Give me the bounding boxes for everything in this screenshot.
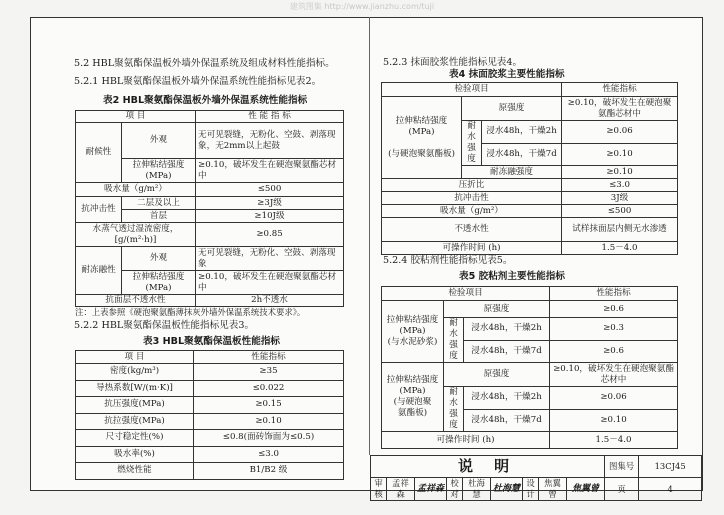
review-signature: 孟祥森 (415, 478, 447, 501)
section-5-2-1: 5.2.1 HBL聚氨酯保温板外墙外保温系统性能指标见表2。 (74, 76, 322, 87)
t2-imperm: 抗面层不透水性 (76, 295, 196, 307)
t5-orig: 原强度 (444, 301, 550, 318)
table2-note: 注：上表参照《硬泡聚氨酯薄抹灰外墙外保温系统技术要求》。 (75, 307, 306, 317)
t5-w7b-value: ≥0.10 (550, 409, 678, 432)
t2-imperm-value: 2h不透水 (196, 295, 344, 307)
t3-row (76, 380, 344, 397)
t3-value: ≤0.8(面砖饰面为≤0.5) (194, 430, 344, 447)
t5-opt-value: 1.5－4.0 (550, 432, 678, 449)
t5-ta-unit: (MPa) (399, 326, 426, 336)
t5-orig2: 原强度 (444, 363, 550, 387)
t5-header-item: 检验项目 (382, 287, 550, 301)
check-name: 杜海慧 (463, 478, 491, 501)
review-name: 孟祥森 (387, 478, 415, 501)
t2-fz-look: 外观 (122, 247, 196, 271)
design-signature: 焦翼曾 (567, 478, 605, 501)
t3-header-perf: 性能指标 (194, 351, 344, 364)
table3-title: 表3 HBL聚氨酯保温板性能指标 (143, 336, 281, 347)
t4-water: 吸水量（g/m²） (382, 205, 562, 218)
t4-impact-value: 3J级 (562, 192, 678, 205)
t3-value: ≥0.15 (194, 397, 344, 414)
center-divider (369, 17, 370, 455)
t5-w2: 浸水48h，干燥2h (464, 318, 550, 341)
t4-freeze: 耐冻融强度 (462, 166, 562, 179)
t3-row (76, 413, 344, 430)
t3-header-item: 项 目 (76, 351, 194, 364)
t4-perm-value: 试样抹面层内侧无水渗透 (562, 218, 678, 242)
atlas-label: 图集号 (605, 456, 639, 478)
t2-fz-tensile-value: ≥0.10，破坏发生在硬泡聚氨酯芯材中 (196, 271, 344, 295)
t3-row (76, 463, 344, 480)
t5-tb-sub1: (与硬泡聚 (393, 397, 432, 407)
t2-header-perf: 性 能 指 标 (196, 111, 344, 123)
t2-fz-tensile: 拉伸粘结强度(MPa) (122, 271, 196, 295)
t2-water: 吸水量（g/m²） (76, 183, 196, 197)
t3-row (76, 430, 344, 447)
t3-row (76, 446, 344, 463)
atlas-number: 13CJ45 (639, 456, 702, 478)
t4-orig-value: ≥0.10，破坏发生在硬泡聚氨酯芯材中 (562, 97, 678, 121)
t2-vapor: 水蒸气透过湿流密度，[g/(m²·h)] (76, 223, 196, 247)
page-label: 页 (605, 478, 639, 501)
table2-title: 表2 HBL聚氨酯保温板外墙外保温系统性能指标 (103, 95, 308, 106)
title-block (370, 455, 701, 499)
t4-tensile (382, 97, 462, 179)
section-5-2-3: 5.2.3 抹面胶浆性能指标见表4。 (383, 57, 523, 68)
t4-opt-value: 1.5－4.0 (562, 242, 678, 255)
table4-title: 表4 抹面胶浆主要性能指标 (449, 69, 565, 80)
t5-w7: 浸水48h，干燥7d (464, 340, 550, 363)
table5 (381, 286, 678, 449)
table5-title: 表5 胶粘剂主要性能指标 (459, 271, 565, 282)
t4-impact: 抗冲击性 (382, 192, 562, 205)
t2-impact: 抗冲击性 (76, 197, 122, 223)
t5-tb-sub2: 氨酯板) (397, 408, 428, 418)
t4-w2-value: ≥0.06 (562, 121, 678, 144)
t4-freeze-value: ≥0.10 (562, 166, 678, 179)
t2-floor2: 二层及以上 (122, 197, 196, 210)
t4-water-value: ≤500 (562, 205, 678, 218)
t5-orig-value: ≥0.6 (550, 301, 678, 318)
t4-water-resist: 耐水强度 (462, 121, 482, 166)
t5-water-resist: 耐水强度 (444, 318, 464, 363)
section-5-2-2: 5.2.2 HBL聚氨酯保温板性能指标见表3。 (74, 320, 255, 331)
t4-tensile-label: 拉伸粘结强度(MPa) (395, 115, 448, 137)
t3-value: B1/B2 级 (194, 463, 344, 480)
t4-w2: 浸水48h，干燥2h (482, 121, 562, 144)
t5-w7b: 浸水48h，干燥7d (464, 409, 550, 432)
table3 (75, 350, 344, 480)
watermark: 建筑图集 http://www.jianzhu.com/tuji (289, 2, 435, 11)
t5-w2-value: ≥0.3 (550, 318, 678, 341)
t4-w7: 浸水48h，干燥7d (482, 143, 562, 166)
t5-ta-label: 拉伸粘结强度 (386, 315, 439, 325)
t4-orig: 原强度 (462, 97, 562, 121)
t3-item: 尺寸稳定性(%) (76, 430, 194, 447)
t2-floor1: 首层 (122, 210, 196, 223)
t5-header-perf: 性能指标 (550, 287, 678, 301)
t5-opt: 可操作时间 (h) (382, 432, 550, 449)
t4-comp-value: ≤3.0 (562, 179, 678, 192)
page-number: 4 (639, 478, 702, 501)
t3-value: ≥35 (194, 364, 344, 381)
t2-tensile: 拉伸粘结强度(MPa) (122, 159, 196, 183)
t4-header-item: 检验项目 (382, 83, 562, 97)
t2-floor1-value: ≥10J级 (196, 210, 344, 223)
t2-vapor-value: ≥0.85 (196, 223, 344, 247)
t3-value: ≤3.0 (194, 446, 344, 463)
t2-weather: 耐候性 (76, 123, 122, 183)
check-signature: 杜海慧 (491, 478, 523, 501)
t5-w7-value: ≥0.6 (550, 340, 678, 363)
t4-tensile-sub: (与硬泡聚氨酯板) (388, 148, 455, 159)
t3-item: 导热系数[W/(m·K)] (76, 380, 194, 397)
t3-item: 密度(kg/m³) (76, 364, 194, 381)
drawing-title: 说 明 (371, 456, 605, 478)
table4 (381, 82, 678, 255)
t4-header-perf: 性能指标 (562, 83, 678, 97)
table2 (75, 110, 344, 307)
t5-tb-unit: (MPa) (399, 386, 426, 396)
t2-look-value: 无可见裂缝，无粉化、空鼓、剥落现象，无2mm以上起鼓 (196, 123, 344, 159)
review-label: 审核 (371, 478, 387, 501)
t2-water-value: ≤500 (196, 183, 344, 197)
t4-perm: 不透水性 (382, 218, 562, 242)
t5-w2b: 浸水48h，干燥2h (464, 387, 550, 410)
section-5-2-4: 5.2.4 胶粘剂性能指标见表5。 (383, 255, 513, 266)
t5-w2b-value: ≥0.06 (550, 387, 678, 410)
design-name: 焦翼曾 (539, 478, 567, 501)
t5-ta-sub: (与水泥砂浆) (387, 337, 438, 347)
t4-comp: 压折比 (382, 179, 562, 192)
design-label: 设计 (523, 478, 539, 501)
t2-freeze: 耐冻融性 (76, 247, 122, 295)
t3-value: ≤0.022 (194, 380, 344, 397)
t4-w7-value: ≥0.10 (562, 143, 678, 166)
t2-fz-look-value: 无可见裂缝，无粉化、空鼓、剥落现象 (196, 247, 344, 271)
t3-item: 抗拉强度(MPa) (76, 413, 194, 430)
t5-tensile-b (382, 363, 444, 432)
t3-value: ≥0.10 (194, 413, 344, 430)
t3-row (76, 397, 344, 414)
t4-opt: 可操作时间 (h) (382, 242, 562, 255)
t5-tb-label: 拉伸粘结强度 (386, 375, 439, 385)
t3-item: 抗压强度(MPa) (76, 397, 194, 414)
t2-header-item: 项 目 (76, 111, 196, 123)
t2-floor2-value: ≥3J级 (196, 197, 344, 210)
t3-item: 吸水率(%) (76, 446, 194, 463)
t5-orig2-value: ≥0.10，破坏发生在硬泡聚氨酯芯材中 (550, 363, 678, 387)
t5-tensile-a (382, 301, 444, 363)
check-label: 校对 (447, 478, 463, 501)
t5-water-resist-b: 耐水强度 (444, 387, 464, 432)
section-5-2: 5.2 HBL聚氨酯保温板外墙外保温系统及组成材料性能指标。 (74, 58, 335, 69)
t2-tensile-value: ≥0.10，破坏发生在硬泡聚氨酯芯材中 (196, 159, 344, 183)
t3-item: 燃烧性能 (76, 463, 194, 480)
t2-look: 外观 (122, 123, 196, 159)
t3-row (76, 364, 344, 381)
